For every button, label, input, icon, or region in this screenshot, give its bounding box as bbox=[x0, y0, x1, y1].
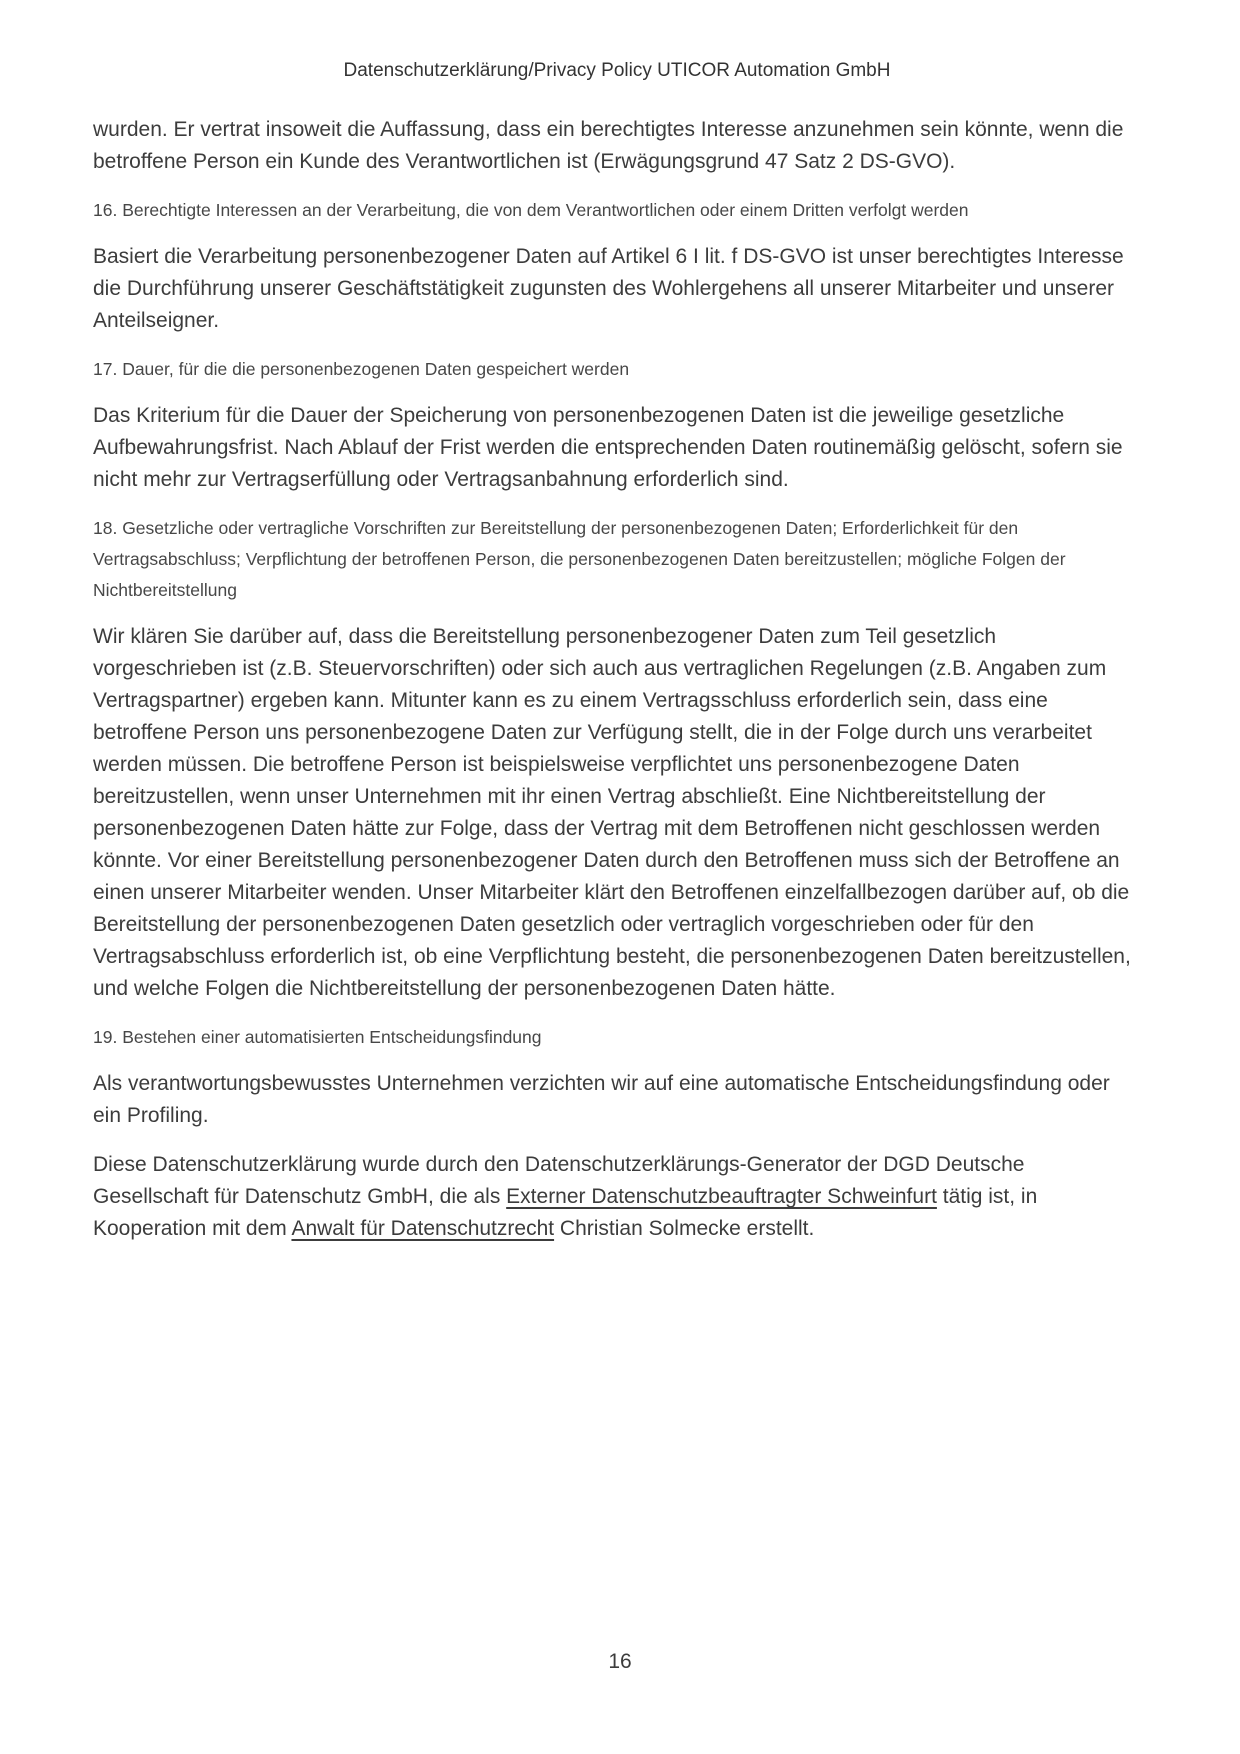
intro-paragraph: wurden. Er vertrat insoweit die Auffassung, dass ein berechtigtes Interesse anzunehmen sein könnte, wenn die betroffene Person ein Kunde des Verantwortlichen ist (Erwägungsgrund 47 Satz 2 DS-GVO). bbox=[93, 118, 1124, 173]
link-externer-datenschutzbeauftragter-schweinfurt[interactable]: Externer Datenschutzbeauftragter Schweinfurt bbox=[506, 1185, 937, 1208]
page-header-title: Datenschutzerklärung/Privacy Policy UTICOR Automation GmbH bbox=[343, 60, 891, 81]
section-17-paragraph: Das Kriterium für die Dauer der Speicherung von personenbezogenen Daten ist die jeweilige gesetzliche Aufbewahrungsfrist. Nach Ablauf der Frist werden die entsprechenden Daten routinemäßig gelöscht, sofern sie nicht mehr zur Vertragserfüllung oder Vertragsanbahnung erforderlich sind. bbox=[93, 404, 1123, 491]
closing-text-post: Christian Solmecke erstellt. bbox=[554, 1217, 815, 1240]
closing-text-mid: tätig ist, in Kooperation mit dem bbox=[93, 1185, 1038, 1240]
section-16-heading: 16. Berechtigte Interessen an der Verarbeitung, die von dem Verantwortlichen oder einem Dritten verfolgt werden bbox=[93, 200, 969, 220]
section-17-heading: 17. Dauer, für die die personenbezogenen Daten gespeichert werden bbox=[93, 359, 630, 379]
closing-text-pre: Diese Datenschutzerklärung wurde durch den Datenschutzerklärungs-Generator der DGD Deutsche Gesellschaft für Datenschutz GmbH, die als bbox=[93, 1153, 1025, 1208]
section-19-paragraph: Als verantwortungsbewusstes Unternehmen verzichten wir auf eine automatische Entscheidungsfindung oder ein Profiling. bbox=[93, 1072, 1110, 1127]
closing-paragraph bbox=[93, 1149, 1141, 1245]
section-18-heading: 18. Gesetzliche oder vertragliche Vorschriften zur Bereitstellung der personenbezogenen Daten; Erforderlichkeit für den Vertragsabschluss; Verpflichtung der betroffenen Person, die personenbezogenen Daten bereitzustellen; mögliche Folgen der Nichtbereitstellung bbox=[93, 518, 1066, 600]
section-16-paragraph: Basiert die Verarbeitung personenbezogener Daten auf Artikel 6 I lit. f DS-GVO ist unser berechtigtes Interesse die Durchführung unserer Geschäftstätigkeit zugunsten des Wohlergehens all unserer Mitarbeiter und unserer Anteilseigner. bbox=[93, 245, 1124, 332]
section-18-paragraph: Wir klären Sie darüber auf, dass die Bereitstellung personenbezogener Daten zum Teil gesetzlich vorgeschrieben ist (z.B. Steuervorschriften) oder sich auch aus vertraglichen Regelungen (z.B. Angaben zum Vertragspartner) ergeben kann. Mitunter kann es zu einem Vertragsschluss erforderlich sein, dass eine betroffene Person uns personenbezogene Daten zur Verfügung stellt, die in der Folge durch uns verarbeitet werden müssen. Die betroffene Person ist beispielsweise verpflichtet uns personenbezogene Daten bereitzustellen, wenn unser Unternehmen mit ihr einen Vertrag abschließt. Eine Nichtbereitstellung der personenbezogenen Daten hätte zur Folge, dass der Vertrag mit dem Betroffenen nicht geschlossen werden könnte. Vor einer Bereitstellung personenbezogener Daten durch den Betroffenen muss sich der Betroffene an einen unserer Mitarbeiter wenden. Unser Mitarbeiter klärt den Betroffenen einzelfallbezogen darüber auf, ob die Bereitstellung der personenbezogenen Daten gesetzlich oder vertraglich vorgeschrieben oder für den Vertragsabschluss erforderlich ist, ob eine Verpflichtung besteht, die personenbezogenen Daten bereitzustellen, und welche Folgen die Nichtbereitstellung der personenbezogenen Daten hätte. bbox=[93, 625, 1131, 1000]
document-content bbox=[93, 58, 1141, 1262]
link-anwalt-fuer-datenschutzrecht[interactable]: Anwalt für Datenschutzrecht bbox=[291, 1217, 555, 1240]
section-19-heading: 19. Bestehen einer automatisierten Entscheidungsfindung bbox=[93, 1027, 542, 1047]
page-number: 16 bbox=[608, 1650, 632, 1673]
